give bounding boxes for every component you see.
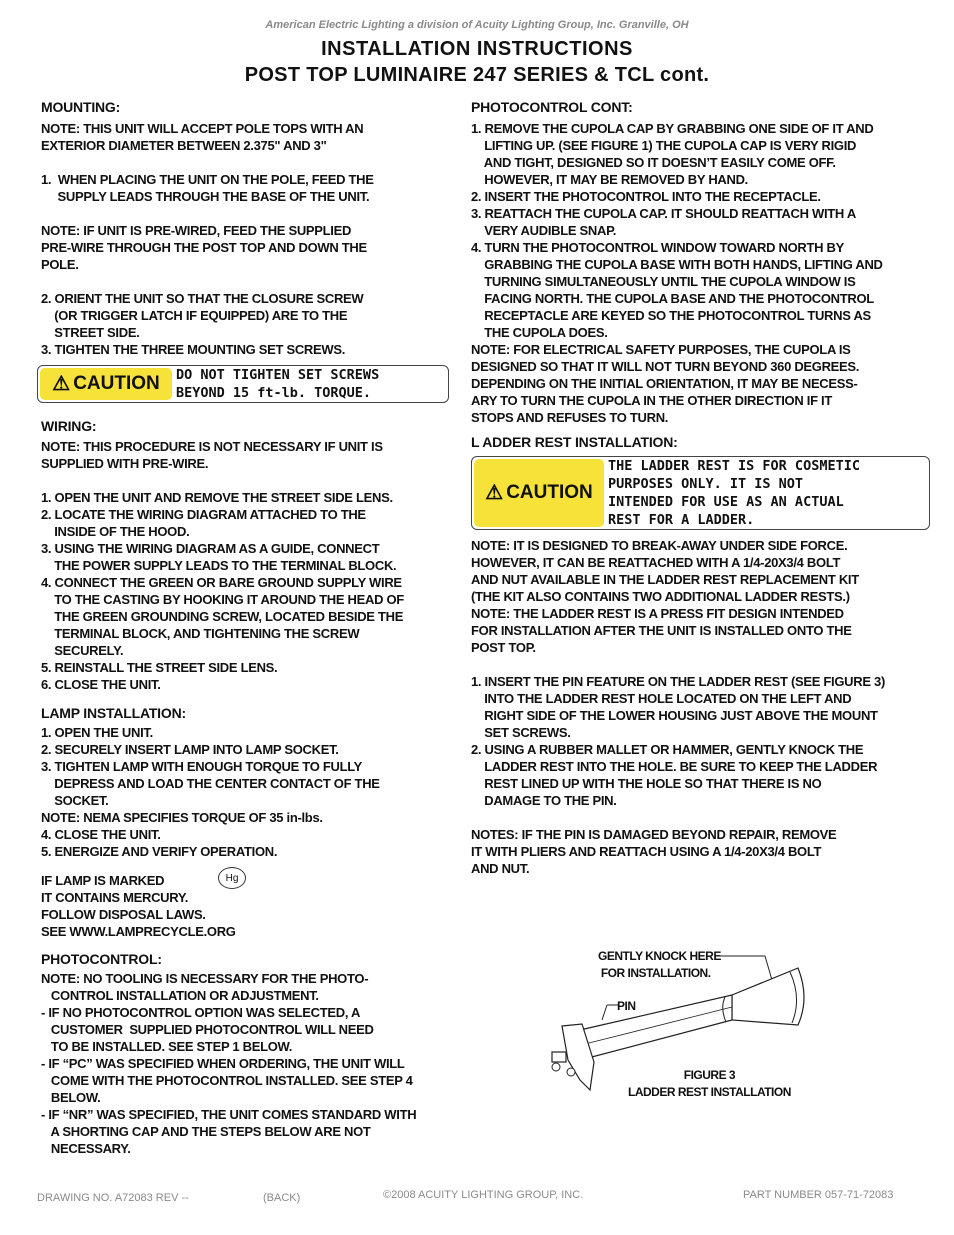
figure-caption: FIGURE 3 LADDER REST INSTALLATION: [628, 1068, 791, 1099]
company-line: American Electric Lighting a division of Acuity Lighting Group, Inc. Granville, OH: [265, 19, 689, 31]
title-product: POST TOP LUMINAIRE 247 SERIES & TCL cont.: [244, 64, 710, 86]
hg-symbol: Hg: [218, 867, 246, 889]
drawing-number: DRAWING NO. A72083 REV --: [37, 1192, 189, 1204]
title-installation-instructions: INSTALLATION INSTRUCTIONS: [321, 38, 633, 60]
mounting-heading: MOUNTING:: [41, 99, 121, 115]
mounting-caution-box: [37, 365, 449, 403]
sheet-side: (BACK): [263, 1192, 301, 1204]
photocontrol-cont-heading: PHOTOCONTROL CONT:: [471, 99, 633, 115]
mounting-body: NOTE: THIS UNIT WILL ACCEPT POLE TOPS WITH AN EXTERIOR DIAMETER BETWEEN 2.375" AND 3" 1. WHEN PLACING THE UNIT ON THE POLE, FEED THE SUPPLY LEADS THROUGH THE BASE OF THE UNIT. NOTE: IF UNIT IS PRE-WIRED, FEED THE SUPPLIED PRE-WIRE THROUGH THE POST TOP AND DOWN THE POLE. 2. ORIENT THE UNIT SO THAT THE CLOSURE SCREW (OR TRIGGER LATCH IF EQUIPPED) ARE TO THE STREET SIDE. 3. TIGHTEN THE THREE MOUNTING SET SCREWS.: [41, 121, 374, 357]
caution-badge: ⚠ CAUTION: [40, 368, 172, 400]
pin-label: PIN: [617, 999, 636, 1013]
lamp-heading: LAMP INSTALLATION:: [41, 705, 186, 721]
mercury-note: IF LAMP IS MARKED IT CONTAINS MERCURY. FOLLOW DISPOSAL LAWS. SEE WWW.LAMPRECYCLE.ORG: [41, 873, 236, 939]
ladder-body: NOTE: IT IS DESIGNED TO BREAK-AWAY UNDER SIDE FORCE. HOWEVER, IT CAN BE REATTACHED WITH A 1/4-20X3/4 BOLT AND NUT AVAILABLE IN THE LADDER REST REPLACEMENT KIT (THE KIT ALSO CONTAINS TWO ADDITIONAL LADDER RESTS.) NOTE: THE LADDER REST IS A PRESS FIT DESIGN INTENDED FOR INSTALLATION AFTER THE UNIT IS INSTALLED ONTO THE POST TOP. 1. INSERT THE PIN FEATURE ON THE LADDER REST (SEE FIGURE 3) INTO THE LADDER REST HOLE LOCATED ON THE LEFT AND RIGHT SIDE OF THE LOWER HOUSING JUST ABOVE THE MOUNT SET SCREWS. 2. USING A RUBBER MALLET OR HAMMER, GENTLY KNOCK THE LADDER REST INTO THE HOLE. BE SURE TO KEEP THE LADDER REST LINED UP WITH THE HOLE SO THAT THERE IS NO DAMAGE TO THE PIN. NOTES: IF THE PIN IS DAMAGED BEYOND REPAIR, REMOVE IT WITH PLIERS AND REATTACH USING A 1/4-20X3/4 BOLT AND NUT.: [471, 538, 885, 876]
ladder-heading: L ADDER REST INSTALLATION:: [471, 434, 678, 450]
warning-icon: ⚠: [485, 482, 504, 504]
mounting-caution-text: DO NOT TIGHTEN SET SCREWS BEYOND 15 ft-lb. TORQUE.: [176, 367, 380, 401]
wiring-heading: WIRING:: [41, 418, 97, 434]
caution-badge: ⚠ CAUTION: [474, 459, 604, 527]
lamp-body: 1. OPEN THE UNIT. 2. SECURELY INSERT LAMP INTO LAMP SOCKET. 3. TIGHTEN LAMP WITH ENOUGH TORQUE TO FULLY DEPRESS AND LOAD THE CENTER CONTACT OF THE SOCKET. NOTE: NEMA SPECIFIES TORQUE OF 35 in-lbs. 4. CLOSE THE UNIT. 5. ENERGIZE AND VERIFY OPERATION.: [41, 725, 380, 859]
ladder-caution-text: THE LADDER REST IS FOR COSMETIC PURPOSES ONLY. IT IS NOT INTENDED FOR USE AS AN ACTUAL REST FOR A LADDER.: [608, 458, 860, 528]
photocontrol-cont-body: 1. REMOVE THE CUPOLA CAP BY GRABBING ONE SIDE OF IT AND LIFTING UP. (SEE FIGURE 1) THE CUPOLA CAP IS VERY RIGID AND TIGHT, DESIGNED SO IT DOESN’T EASILY COME OFF. HOWEVER, IT MAY BE REMOVED BY HAND. 2. INSERT THE PHOTOCONTROL INTO THE RECEPTACLE. 3. REATTACH THE CUPOLA CAP. IT SHOULD REATTACH WITH A VERY AUDIBLE SNAP. 4. TURN THE PHOTOCONTROL WINDOW TOWARD NORTH BY GRABBING THE CUPOLA BASE WITH BOTH HANDS, LIFTING AND TURNING SIMULTANEOUSLY UNTIL THE CUPOLA WINDOW IS FACING NORTH. THE CUPOLA BASE AND THE PHOTOCONTROL RECEPTACLE ARE KEYED SO THE PHOTOCONTROL TURNS AS THE CUPOLA DOES. NOTE: FOR ELECTRICAL SAFETY PURPOSES, THE CUPOLA IS DESIGNED SO THAT IT WILL NOT TURN BEYOND 360 DEGREES. DEPENDING ON THE INITIAL ORIENTATION, IT MAY BE NECESS- ARY TO TURN THE CUPOLA IN THE OTHER DIRECTION IF IT STOPS AND REFUSES TO TURN.: [471, 121, 883, 425]
knock-here-label: GENTLY KNOCK HERE FOR INSTALLATION.: [598, 949, 721, 980]
wiring-body: NOTE: THIS PROCEDURE IS NOT NECESSARY IF UNIT IS SUPPLIED WITH PRE-WIRE. 1. OPEN THE UNIT AND REMOVE THE STREET SIDE LENS. 2. LOCATE THE WIRING DIAGRAM ATTACHED TO THE INSIDE OF THE HOOD. 3. USING THE WIRING DIAGRAM AS A GUIDE, CONNECT THE POWER SUPPLY LEADS TO THE TERMINAL BLOCK. 4. CONNECT THE GREEN OR BARE GROUND SUPPLY WIRE TO THE CASTING BY HOOKING IT AROUND THE HEAD OF THE GREEN GROUNDING SCREW, LOCATED BESIDE THE TERMINAL BLOCK, AND TIGHTENING THE SCREW SECURELY. 5. REINSTALL THE STREET SIDE LENS. 6. CLOSE THE UNIT.: [41, 439, 404, 692]
photocontrol-heading: PHOTOCONTROL:: [41, 951, 162, 967]
warning-icon: ⚠: [52, 373, 71, 395]
ladder-caution-box: [471, 456, 930, 530]
part-number: PART NUMBER 057-71-72083: [743, 1189, 894, 1201]
photocontrol-body: NOTE: NO TOOLING IS NECESSARY FOR THE PHOTO- CONTROL INSTALLATION OR ADJUSTMENT. - IF NO PHOTOCONTROL OPTION WAS SELECTED, A CUSTOMER SUPPLIED PHOTOCONTROL WILL NEED TO BE INSTALLED. SEE STEP 1 BELOW. - IF “PC” WAS SPECIFIED WHEN ORDERING, THE UNIT WILL COME WITH THE PHOTOCONTROL INSTALLED. SEE STEP 4 BELOW. - IF “NR” WAS SPECIFIED, THE UNIT COMES STANDARD WITH A SHORTING CAP AND THE STEPS BELOW ARE NOT NECESSARY.: [41, 971, 417, 1156]
copyright: ©2008 ACUITY LIGHTING GROUP, INC.: [383, 1189, 584, 1201]
